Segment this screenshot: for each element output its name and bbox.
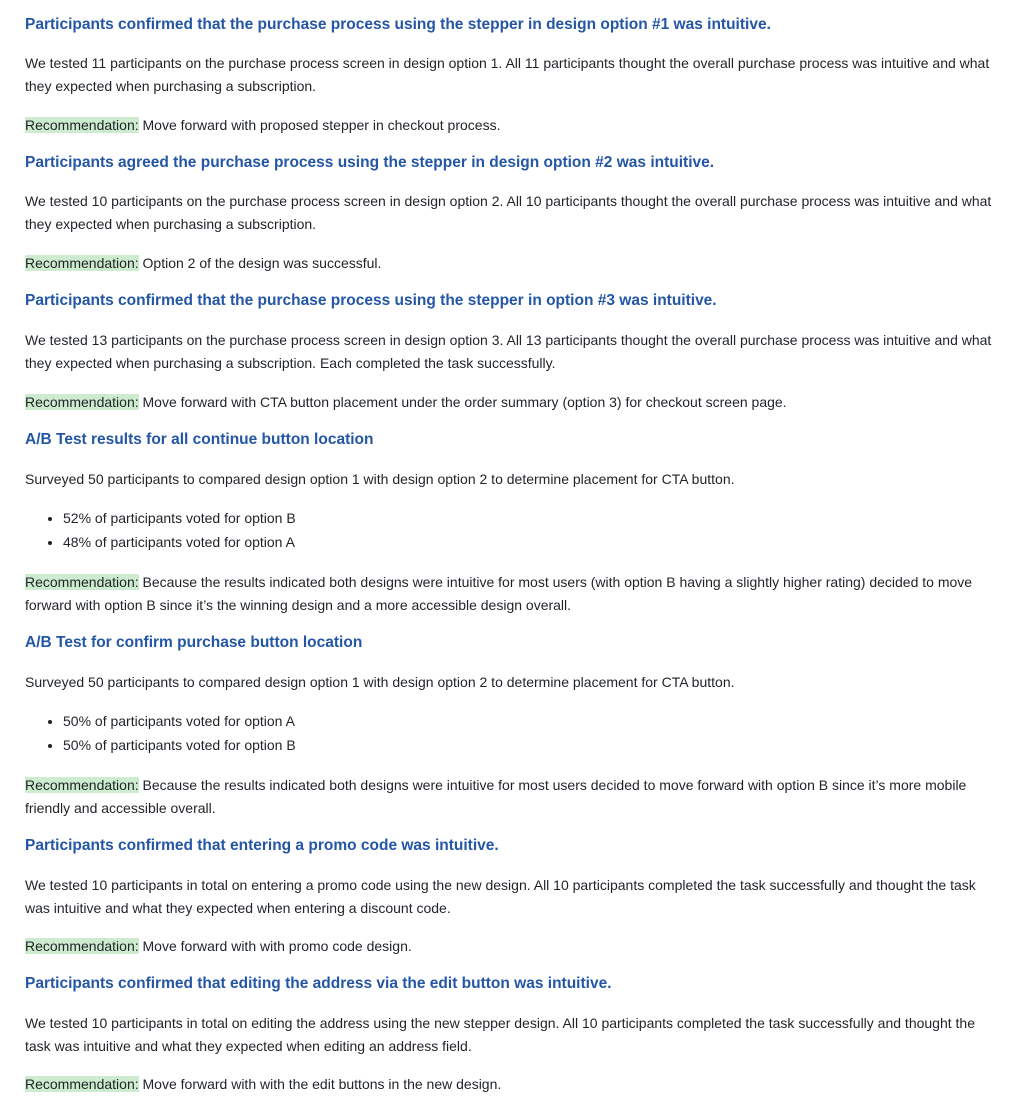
- section-body: We tested 10 participants in total on editing the address using the new stepper design. All 10 participants completed the task successfully and thought the task was intuitive and what they expected when editing an address field.: [25, 1015, 975, 1054]
- recommendation: [25, 1073, 1003, 1096]
- recommendation-label: Recommendation:: [25, 777, 139, 793]
- section-heading: A/B Test results for all continue button location: [25, 431, 374, 448]
- section-body: Surveyed 50 participants to compared design option 1 with design option 2 to determine placement for CTA button.: [25, 471, 735, 487]
- recommendation: [25, 114, 1003, 137]
- recommendation: [25, 935, 1003, 958]
- recommendation-text: Because the results indicated both designs were intuitive for most users (with option B having a slightly higher rating) decided to move forward with option B since it’s the winning design and a more accessible design overall.: [25, 574, 973, 613]
- list-item: • 52% of participants voted for option B: [63, 506, 296, 530]
- recommendation-text: Move forward with CTA button placement under the order summary (option 3) for checkout screen page.: [138, 394, 787, 410]
- recommendation: [25, 391, 1003, 414]
- list-item: • 50% of participants voted for option A: [63, 709, 296, 733]
- recommendation-text: Move forward with proposed stepper in checkout process.: [138, 117, 501, 133]
- recommendation-text: Option 2 of the design was successful.: [138, 255, 382, 271]
- recommendation: [25, 774, 1003, 820]
- section-body: We tested 10 participants in total on entering a promo code using the new design. All 10 participants completed the task successfully and thought the task was intuitive and what they expected when entering a discount code.: [25, 877, 976, 916]
- recommendation-label: Recommendation:: [25, 255, 139, 271]
- section-heading: Participants confirmed that the purchase process using the stepper in option #3 was intuitive.: [25, 292, 717, 309]
- results-list: [25, 709, 296, 757]
- recommendation-label: Recommendation:: [25, 1076, 139, 1092]
- section-heading: Participants confirmed that the purchase process using the stepper in design option #1 was intuitive.: [25, 16, 771, 33]
- list-item: • 50% of participants voted for option B: [63, 733, 296, 757]
- recommendation-label: Recommendation:: [25, 117, 139, 133]
- recommendation-text: Move forward with with promo code design.: [138, 938, 412, 954]
- recommendation-label: Recommendation:: [25, 574, 139, 590]
- recommendation-text: Because the results indicated both designs were intuitive for most users decided to move forward with option B since it’s more mobile friendly and accessible overall.: [25, 777, 967, 816]
- recommendation-text: Move forward with with the edit buttons in the new design.: [138, 1076, 502, 1092]
- section-body: We tested 11 participants on the purchase process screen in design option 1. All 11 participants thought the overall purchase process was intuitive and what they expected when purchasing a subscription.: [25, 55, 990, 94]
- section-body: We tested 10 participants on the purchase process screen in design option 2. All 10 participants thought the overall purchase process was intuitive and what they expected when purchasing a subscription.: [25, 193, 992, 232]
- section-heading: A/B Test for confirm purchase button location: [25, 634, 363, 651]
- results-list: [25, 506, 296, 554]
- section-heading: Participants confirmed that editing the address via the edit button was intuitive.: [25, 975, 612, 992]
- section-body: Surveyed 50 participants to compared design option 1 with design option 2 to determine placement for CTA button.: [25, 674, 735, 690]
- list-item: • 48% of participants voted for option A: [63, 530, 296, 554]
- recommendation: [25, 571, 1003, 617]
- section-body: We tested 13 participants on the purchase process screen in design option 3. All 13 participants thought the overall purchase process was intuitive and what they expected when purchasing a subscription. Each completed the task successfully.: [25, 332, 992, 371]
- section-heading: Participants agreed the purchase process using the stepper in design option #2 was intuitive.: [25, 154, 715, 171]
- recommendation: [25, 252, 1003, 275]
- recommendation-label: Recommendation:: [25, 394, 139, 410]
- section-heading: Participants confirmed that entering a promo code was intuitive.: [25, 837, 499, 854]
- recommendation-label: Recommendation:: [25, 938, 139, 954]
